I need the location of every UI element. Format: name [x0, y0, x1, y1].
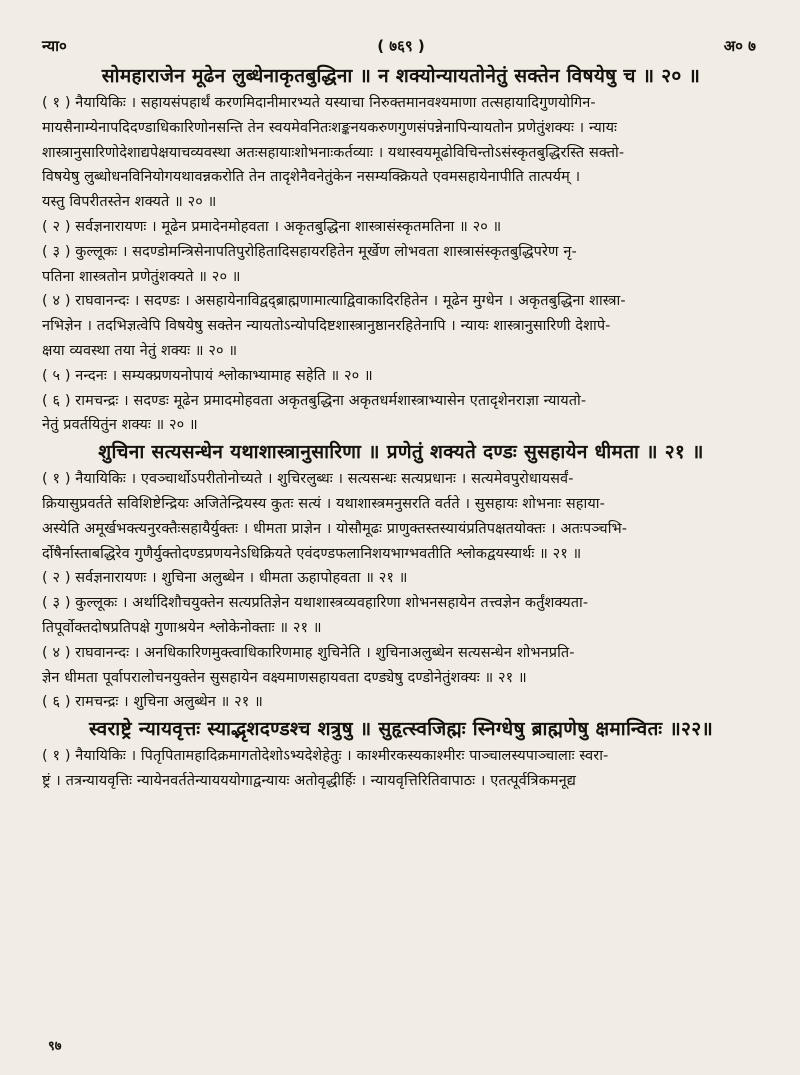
commentary-line: ( ३ ) कुल्लूकः । अर्थादिशौचयुक्तेन सत्यप्रतिज्ञेन यथाशास्त्रव्यवहारिणा शोभनसहायेन तत्त्वज्ञेन कर्तुंशक्यता- — [42, 595, 589, 612]
commentary-line: शास्त्रानुसारिणोदेशाद्यपेक्षयाचव्यवस्था अतःसहायाःशोभनाःकर्तव्याः । यथास्वयमूढोविचिन्तोऽसंस्कृतबुद्धिरस्ति सक्तो- — [42, 144, 625, 161]
commentary-line: विषयेषु लुब्धोधनविनियोगयथावन्नकरोति तेन तादृशेनैवनेतुंकेन नसम्यक्क्रियते एवमसहायेनापीति तात्पर्यम् । — [42, 169, 581, 186]
header-chapter-marker: अ० ७ — [723, 37, 756, 55]
commentary-line: नेतुं प्रवर्तयितुंन शक्यः ॥ २० ॥ — [42, 417, 198, 434]
commentary-line: र्दोषैर्नास्ताबद्धिरेव गुणैर्युक्तोदण्डप्रणयनेऽधिक्रियते एवंदण्डफलानिशयभाग्भवतीति श्लोकद्वयस्यार्थः ॥ २१ ॥ — [42, 545, 582, 562]
commentary-line: क्रियासुप्रवर्तते सविशिष्टेन्द्रियः अजितेन्द्रियस्य कुतः सत्यं । यथाशास्त्रमनुसरति वर्तते । सुसहायः शोभनाः सहाया- — [42, 495, 605, 512]
commentary-line: मायसैनाम्येनापदिदण्डाधिकारिणोनसन्ति तेन स्वयमेवनितःशङ्कनयकरुणगुणसंपन्नेनापिन्यायतोन प्रणेतुंशक्यः । न्यायः — [42, 119, 618, 136]
commentary-line: तिपूर्वोक्तदोषप्रतिपक्षे गुणाश्रयेन श्लोकेनोक्ताः ॥ २१ ॥ — [42, 619, 322, 636]
verse-heading: शुचिना सत्यसन्धेन यथाशास्त्रानुसारिणा ॥ प्रणेतुं शक्यते दण्डः सुसहायेन धीमता ॥ २१ ॥ — [98, 441, 704, 464]
commentary-line: क्षया व्यवस्था तया नेतुं शक्यः ॥ २० ॥ — [42, 342, 238, 359]
commentary-line: ( ६ ) रामचन्द्रः । सदण्डः मूढेन प्रमादमोहवता अकृतबुद्धिना अकृतधर्मशास्त्राभ्यासेन एतादृशेनराज्ञा न्यायतो- — [42, 392, 587, 409]
commentary-line: ज्ञेन धीमता पूर्वापरालोचनयुक्तेन सुसहायेन वक्ष्यमाणसहायवता दण्ड्येषु दण्डोनेतुंशक्यः ॥ २१ ॥ — [42, 669, 527, 686]
commentary-line: ( २ ) सर्वज्ञनारायणः । शुचिना अलुब्धेन । धीमता ऊहापोहवता ॥ २१ ॥ — [42, 570, 408, 587]
commentary-line: ( ४ ) राघवानन्दः । अनधिकारिणमुक्त्वाधिकारिणमाह शुचिनेति । शुचिनाअलुब्धेन सत्यसन्धेन शोभनप्रति- — [42, 644, 575, 661]
commentary-line: ( २ ) सर्वज्ञनारायणः । मूढेन प्रमादेनमोहवता । अकृतबुद्धिना शास्त्रासंस्कृतमतिना ॥ २० ॥ — [42, 218, 502, 235]
verse-heading: सोमहाराजेन मूढेन लुब्धेनाकृतबुद्धिना ॥ न शक्योन्यायतोनेतुं सक्तेन विषयेषु च ॥ २० ॥ — [101, 65, 701, 87]
folio-signature: ९७ — [48, 1039, 62, 1054]
commentary-line: ( ४ ) राघवानन्दः । सदण्डः । असहायेनाविद्वद्ब्राह्मणामात्याद्विवाकादिरहितेन । मूढेन मुग्धेन । अकृतबुद्धिना शास्त्रा- — [42, 293, 626, 310]
commentary-line: ष्ट्रं । तत्रन्यायवृत्तिः न्यायेनवर्ततेन्यायययोगाद्वन्यायः अतोवृद्धीर्हिः । न्यायवृत्तिरितिवापाठः । एतत्पूर्वत्रिकमनूद्य — [42, 772, 577, 789]
commentary-line: पतिना शास्त्रतोन प्रणेतुंशक्यते ॥ २० ॥ — [42, 268, 241, 285]
commentary-line: यस्तु विपरीतस्तेन शक्यते ॥ २० ॥ — [42, 194, 217, 211]
commentary-line: ( ६ ) रामचन्द्रः । शुचिना अलुब्धेन ॥ २१ ॥ — [42, 694, 263, 711]
text-body — [40, 62, 762, 794]
commentary-line: नभिज्ञेन । तदभिज्ञत्वेपि विषयेषु सक्तेन न्यायतोऽन्योपदिष्टशास्त्रानुष्ठानरहितेनापि । न्यायः शास्त्रानुसारिणी देशापे- — [42, 318, 611, 335]
commentary-line: ( ३ ) कुल्लूकः । सदण्डोमन्त्रिसेनापतिपुरोहितादिसहायरहितेन मूर्खेण लोभवता शास्त्रासंस्कृतबुद्धिपरेण नृ- — [42, 243, 577, 260]
commentary-line: ( १ ) नैयायिकिः । पितृपितामहादिक्रमागतोदेशोऽभ्यदेशेहेतुः । काश्मीरकस्यकाश्मीरः पाञ्चालस्यपाञ्चालाः स्वरा- — [42, 748, 609, 765]
header-page-number: ( ७६९ ) — [377, 37, 425, 55]
header-left-running-title: न्या० — [42, 37, 67, 55]
verse-heading: स्वराष्ट्रे न्यायवृत्तः स्याद्भृशदण्डश्च शत्रुषु ॥ सुहृत्स्वजिह्मः स्निग्धेषु ब्राह्मणेषु क्षमान्वितः ॥२२॥ — [88, 718, 714, 741]
commentary-line: अस्येति अमूर्खभक्त्यनुरक्तैःसहायैर्युक्तः । धीमता प्राज्ञेन । योसौमूढः प्राणुक्तस्तस्यायंप्रतिपक्षतयोक्तः । अतःपञ्चभि- — [42, 520, 628, 537]
commentary-line: ( १ ) नैयायिकिः । एवञ्चार्थोऽपरीतोनोच्यते । शुचिरलुब्धः । सत्यसन्धः सत्यप्रधानः । सत्यमेवपुरोधायसर्वं- — [42, 471, 574, 488]
commentary-line: ( १ ) नैयायिकिः । सहायसंपहार्थं करणमिदानीमारभ्यते यस्याचा निरुक्तमानवश्यमाणा तत्सहायादिगुणयोगिन- — [42, 95, 596, 111]
commentary-line: ( ५ ) नन्दनः । सम्यक्प्रणयनोपायं श्लोकाभ्यामाह सहेति ॥ २० ॥ — [42, 367, 373, 384]
page-header — [40, 36, 762, 62]
